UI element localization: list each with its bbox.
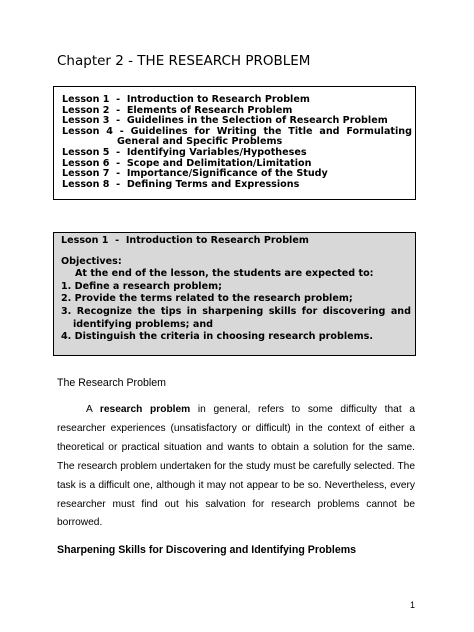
lessons-box bbox=[53, 86, 416, 200]
lesson-line: Lesson 5 - Identifying Variables/Hypotheses bbox=[62, 146, 307, 158]
objective-item-continuation: identifying problems; and bbox=[73, 318, 214, 330]
objectives-box bbox=[53, 232, 416, 356]
para-text: in general, refers to some difficulty that a researcher experiences (unsatisfactory or difficult) in the context of either a theoretical or practical situation and wants to obtain a solution for the same. The research problem undertaken for the study must be carefully selected. The task is a difficult one, although it may not appear to be so. Nevertheless, every researcher must find out his salvation for research problems cannot be borrowed. bbox=[57, 404, 415, 529]
section-heading: The Research Problem bbox=[57, 377, 166, 389]
objectives-intro: At the end of the lesson, the students are expected to: bbox=[75, 268, 374, 280]
objective-item: 1. Define a research problem; bbox=[61, 280, 222, 292]
objective-item: 3. Recognize the tips in sharpening skills for discovering and bbox=[61, 305, 411, 317]
lesson-line: Lesson 3 - Guidelines in the Selection of Research Problem bbox=[62, 115, 388, 127]
lesson-line: Lesson 6 - Scope and Delimitation/Limitation bbox=[62, 157, 312, 169]
para-bold-term: research problem bbox=[99, 404, 191, 415]
lesson-line: Lesson 1 - Introduction to Research Problem bbox=[62, 94, 310, 105]
section-heading: Sharpening Skills for Discovering and Identifying Problems bbox=[57, 544, 357, 556]
objectives-label: Objectives: bbox=[61, 255, 122, 267]
lesson-line: Lesson 2 - Elements of Research Problem bbox=[62, 104, 293, 116]
objectives-lesson-heading: Lesson 1 - Introduction to Research Problem bbox=[61, 235, 309, 246]
objective-item: 2. Provide the terms related to the research problem; bbox=[61, 293, 353, 305]
page-number: 1 bbox=[410, 600, 416, 610]
lesson-line: Lesson 4 - Guidelines for Writing the Title and Formulating bbox=[62, 125, 412, 137]
lesson-line: Lesson 7 - Importance/Significance of the Study bbox=[62, 168, 328, 180]
body-paragraph bbox=[57, 401, 415, 533]
para-lead: A bbox=[86, 404, 100, 415]
lesson-line-continuation: General and Specific Problems bbox=[117, 136, 283, 148]
objective-item: 4. Distinguish the criteria in choosing research problems. bbox=[61, 331, 374, 343]
lesson-line: Lesson 8 - Defining Terms and Expressions bbox=[62, 178, 300, 190]
chapter-title: Chapter 2 - THE RESEARCH PROBLEM bbox=[57, 53, 311, 69]
